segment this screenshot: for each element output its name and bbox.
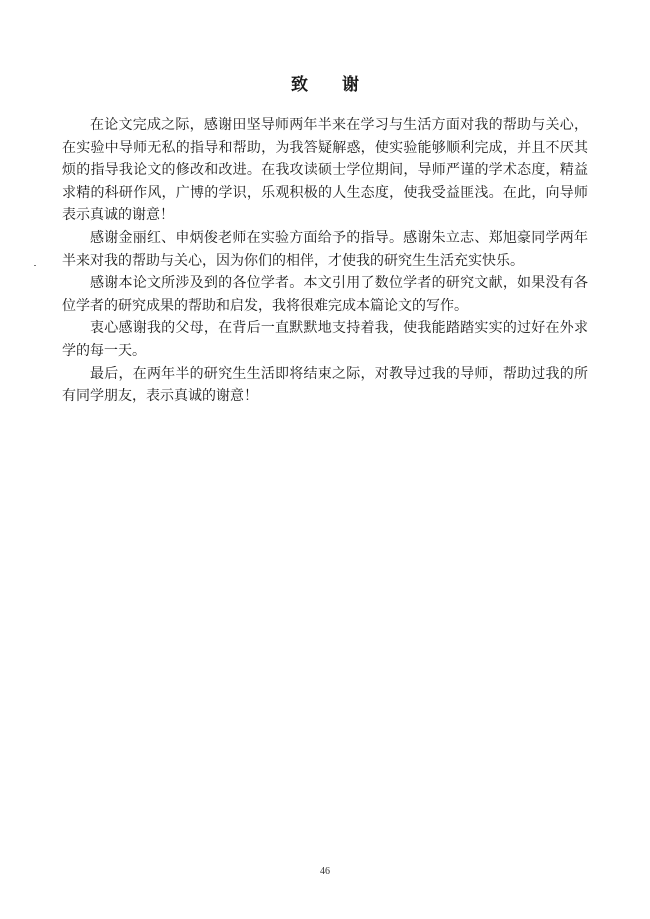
paragraph-2: [62, 227, 588, 272]
paragraph-line: 烦的指导我论文的修改和改进。在我攻读硕士学位期间，导师严谨的学术态度，精益: [62, 162, 588, 179]
page-title: 致 谢: [291, 75, 373, 95]
paragraph-line: 表示真诚的谢意！: [62, 207, 174, 224]
paragraph-line: 在论文完成之际，感谢田坚导师两年半来在学习与生活方面对我的帮助与关心，: [90, 117, 588, 133]
paragraph-line: 半来对我的帮助与关心，因为你们的相伴，才使我的研究生生活充实快乐。: [62, 252, 524, 269]
paragraph-line: 求精的科研作风，广博的学识，乐观积极的人生态度，使我受益匪浅。在此，向导师: [62, 184, 588, 201]
paragraph-line: 在实验中导师无私的指导和帮助，为我答疑解惑，使实验能够顺利完成，并且不厌其: [62, 139, 588, 156]
paragraph-line: 衷心感谢我的父母，在背后一直默默地支持着我，使我能踏踏实实的过好在外求: [90, 320, 588, 337]
paragraph-line: 最后，在两年半的研究生生活即将结束之际，对教导过我的导师，帮助过我的所: [90, 365, 588, 382]
paragraph-5: [62, 363, 588, 408]
paragraph-line: 学的每一天。: [62, 342, 146, 359]
scan-speck: [34, 265, 36, 266]
paragraph-line: 有同学朋友，表示真诚的谢意！: [62, 388, 258, 405]
paragraph-line: 感谢金丽红、申炳俊老师在实验方面给予的指导。感谢朱立志、郑旭豪同学两年: [90, 229, 588, 246]
paragraph-3: [62, 272, 588, 317]
page-number: 46: [320, 866, 330, 877]
acknowledgement-body: [62, 114, 588, 408]
paragraph-4: [62, 317, 588, 362]
paragraph-1: [62, 114, 588, 227]
paragraph-line: 位学者的研究成果的帮助和启发，我将很难完成本篇论文的写作。: [62, 297, 468, 314]
paragraph-line: 感谢本论文所涉及到的各位学者。本文引用了数位学者的研究文献，如果没有各: [90, 275, 588, 292]
